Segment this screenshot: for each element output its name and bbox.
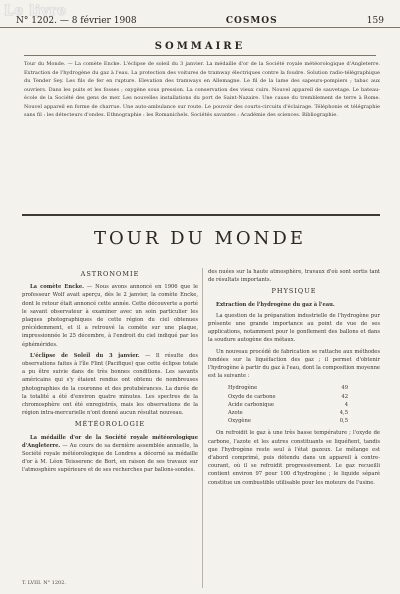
page-number: 159 [366, 15, 384, 26]
article-comete [22, 283, 198, 349]
article-body: La question de la préparation industrielle de l'hydrogène pur présente une grande importance au point de vue de ses applications, notamment pour le gonflement des ballons et dans la soudure autogène des métaux. [208, 312, 380, 344]
article-hydrogene-title [208, 301, 380, 309]
composition-table [228, 384, 380, 425]
column-divider [202, 268, 203, 588]
table-row [228, 384, 348, 392]
component-name: Hydrogène [228, 385, 258, 392]
sommaire-title: SOMMAIRE [154, 41, 246, 52]
article-title: La médaille d'or de la Société royale météorologique d'Angleterre. [22, 434, 198, 449]
component-value: 0,5 [339, 418, 348, 425]
section-title: TOUR DU MONDE [93, 228, 307, 249]
article-title: Extraction de l'hydrogène du gaz à l'eau. [216, 301, 335, 308]
footer-note: T. LVIII. N° 1202. [22, 580, 66, 586]
article-body: — Nous avons annoncé en 1906 que le professeur Wolf avait aperçu, dès le 2 janvier, la comète Encke, dont le retour était annoncé cette année. Cette découverte a porté le savant observateur à examiner avec un soin particulier les plaques photographiques de cette région du ciel obtenues précédemment, et il a retrouvé la comète sur une plaque, impressionnée le 25 décembre, à l'endroit du ciel indiqué par les éphémérides. [22, 284, 198, 348]
article-eclipse [22, 352, 198, 418]
left-column [22, 268, 198, 590]
right-column [208, 268, 380, 590]
rubric-meteorologie: MÉTÉOROLOGIE [74, 420, 146, 429]
watermark: Le livre [4, 3, 67, 19]
component-value: 42 [341, 393, 348, 400]
component-name: Oxyde de carbone [228, 393, 276, 400]
article-body: — Au cours de sa dernière assemblée annuelle, la Société royale météorologique de Londres a décerné sa médaille d'or à M. Léon Teisserenc de Bort, en raison de ses travaux sur l'atmosphère supérieure et de ses recherches par ballons-sondes. [22, 442, 198, 474]
article-body: On refroidit le gaz à une très basse température ; l'oxyde de carbone, l'azote et les autres constituants se liquéfient, tandis que l'hydrogène reste seul à l'état gazeux. Le mélange est d'abord comprimé, puis détendu dans un appareil à contre-courant, où il se refroidit progressivement. Le gaz recueilli contient environ 97 pour 100 d'hydrogène ; le liquide séparé constitue un combustible utilisable pour les moteurs de l'usine. [208, 430, 380, 486]
rubric-astronomie: ASTRONOMIE [80, 270, 140, 278]
section-divider [22, 214, 380, 216]
journal-title: COSMOS [225, 15, 278, 26]
article-title: L'éclipse de Soleil du 3 janvier. [30, 352, 140, 359]
article-body: — Il résulte des observations faites à l'île Flint (Pacifique) que cette éclipse totale a pu être suivie dans de très bonnes conditions. Les savants américains qui s'y étaient rendus ont obtenu de nombreuses photographies de la couronne et des protubérances. La durée de la totalité a été d'environ quatre minutes. Les spectres de la chromosphère ont été enregistrés, mais les observations de la région intra-mercurielle n'ont donné aucun résultat nouveau. [22, 352, 198, 417]
rubric-physique: PHYSIQUE [271, 287, 317, 296]
running-header [0, 14, 400, 28]
article-title: La comète Encke. [30, 284, 84, 291]
component-name: Acide carbonique [228, 401, 275, 408]
continued-text: des nuées sur la haute atmosphère, travaux d'où sont sortis tant de résultats importants. [208, 269, 380, 284]
component-value: 4 [344, 401, 348, 408]
article-medaille [22, 434, 198, 475]
component-value: 49 [341, 385, 348, 392]
table-row [228, 393, 348, 401]
table-row [228, 401, 348, 409]
component-value: 4,5 [339, 410, 348, 417]
article-body: Un nouveau procédé de fabrication se rattache aux méthodes fondées sur la liquéfaction des gaz ; il permet d'obtenir l'hydrogène à partir du gaz à l'eau, dont la composition moyenne est la suivante : [208, 348, 380, 380]
table-row [228, 417, 348, 425]
issue-number: N° 1202. — 8 février 1908 [16, 15, 137, 26]
sommaire-text: Tour du Monde. — La comète Encke. L'éclipse de soleil du 3 janvier. La médaille d'or de la Société royale météorologique d'Angleterre. Extraction de l'hydrogène du gaz à l'eau. La protection des voitures de tramway électriques contre la foudre. Solution radio-télégraphique du Tender Sey. Les fils de fer en rupture. Elevation des tramways en Allemagne. Le fil de la lame des sapeurs-pompiers ; tabac aux ouvriers. Dans les puits et les fosses ; oxygène sous pression. La conservation des vieux cuirs. Nouvel appareil de sauvetage. Le bateau-école de la Société des gens de mer. Les nouvelles installations du port de Saint-Nazaire. Une cause du tremblement de terre à Rome. Nouvel appareil en forme de charrue. Une auto-ambulance sur route. Le pouvoir des courts-circuits d'éclairage. Téléphonie et télégraphie sans fil : les détecteurs d'ondes. Ethnographie : les Romanichels. Sociétés savantes : Académie des sciences. Bibliographie. [24, 61, 380, 118]
component-name: Azote [228, 410, 243, 417]
table-row [228, 409, 348, 417]
sommaire-divider [24, 55, 376, 56]
component-name: Oxygène [228, 418, 251, 425]
